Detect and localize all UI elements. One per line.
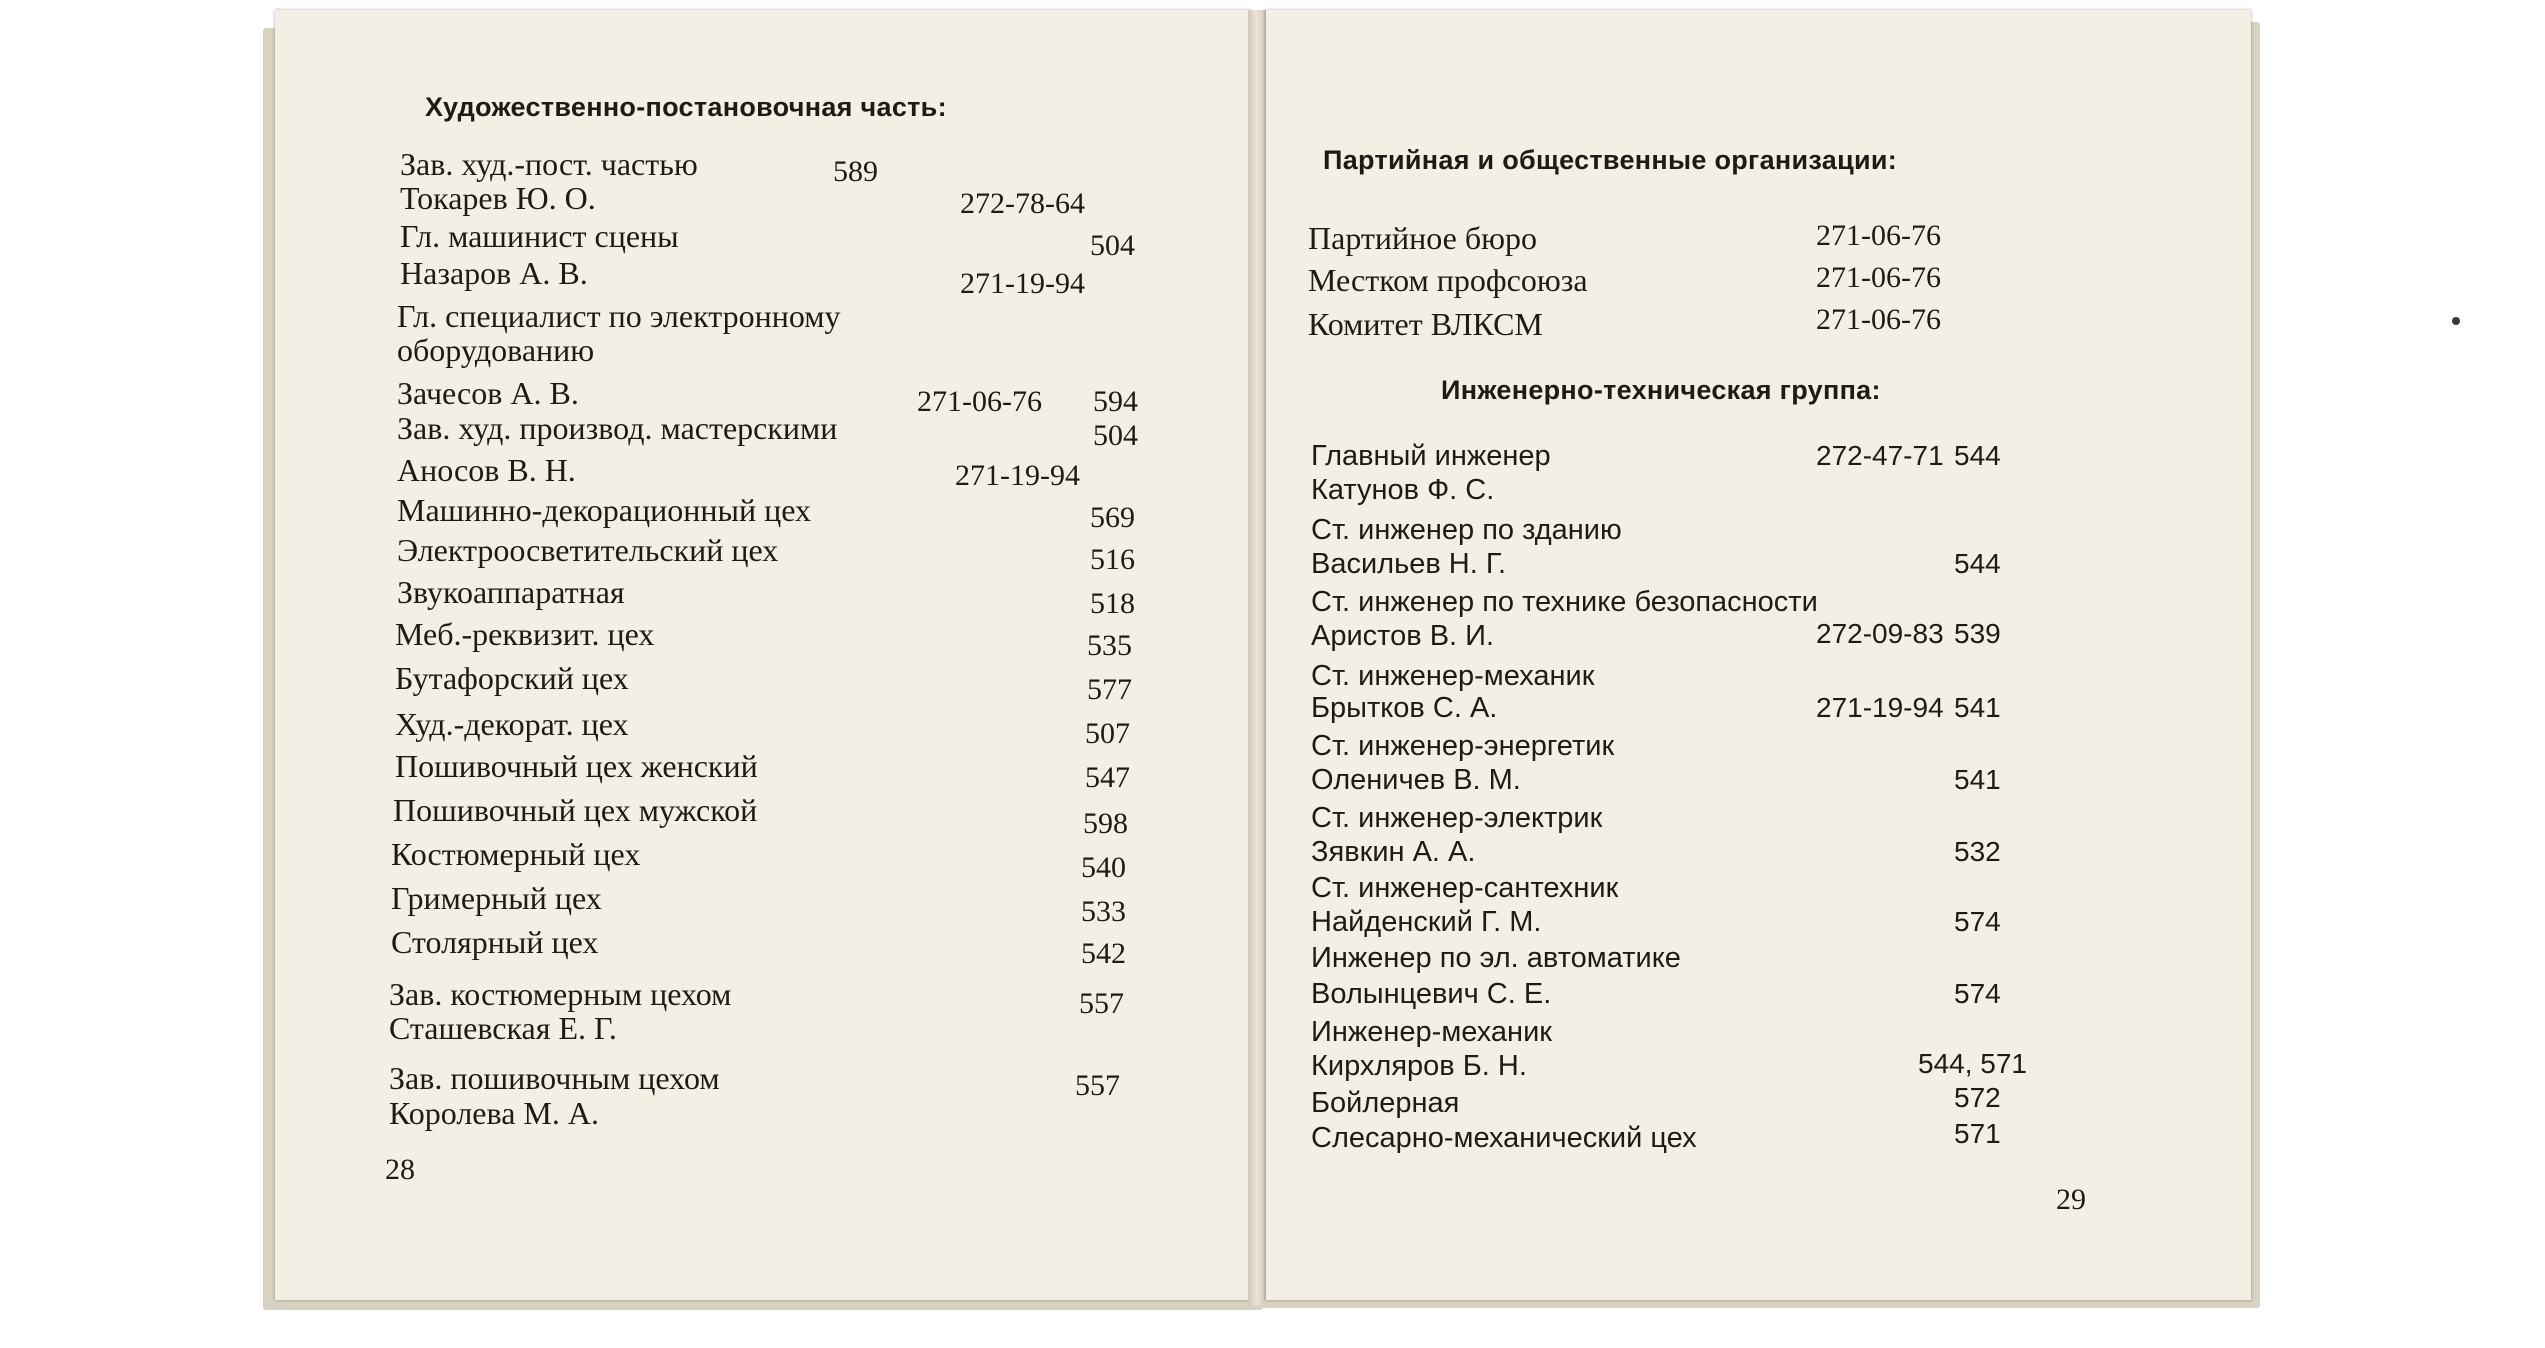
list-item-ext: 507 bbox=[1085, 717, 1130, 750]
list-item-ext: 541 bbox=[1954, 764, 2001, 795]
list-item-ext: 598 bbox=[1083, 807, 1128, 840]
list-item-label: Кирхляров Б. Н. bbox=[1311, 1050, 1527, 1082]
list-item-ext: 518 bbox=[1090, 587, 1135, 620]
list-item-ext: 532 bbox=[1954, 836, 2001, 867]
list-item-phone: 272-47-71 bbox=[1816, 440, 1944, 471]
list-item-ext: 504 bbox=[1093, 419, 1138, 452]
list-item-label: Столярный цех bbox=[391, 924, 599, 960]
list-item-label: Зав. костюмерным цехом bbox=[389, 976, 732, 1012]
list-item-label: оборудованию bbox=[397, 332, 595, 368]
list-item-ext: 557 bbox=[1079, 987, 1124, 1020]
list-item-label: Васильев Н. Г. bbox=[1311, 548, 1507, 580]
list-item-ext: 574 bbox=[1954, 978, 2001, 1009]
list-item-label: Ст. инженер по технике безопасности bbox=[1311, 586, 1818, 618]
list-item-label: Королева М. А. bbox=[389, 1095, 599, 1131]
list-item-phone: 271-19-94 bbox=[1816, 692, 1944, 723]
list-item-label: Зав. худ. производ. мастерскими bbox=[397, 410, 838, 446]
list-item-label: Гл. машинист сцены bbox=[400, 218, 679, 254]
list-item-ext: 577 bbox=[1087, 673, 1132, 706]
list-item-phone: 272-78-64 bbox=[960, 187, 1085, 220]
list-item-label: Зав. худ.-пост. частью bbox=[400, 146, 698, 182]
list-item-phone: 271-06-76 bbox=[1816, 303, 1941, 336]
list-item-ext: 557 bbox=[1075, 1069, 1120, 1102]
list-item-label: Зав. пошивочным цехом bbox=[389, 1060, 720, 1096]
list-item-ext: 571 bbox=[1954, 1118, 2001, 1149]
list-item-label: Оленичев В. М. bbox=[1311, 764, 1521, 796]
list-item-label: Местком профсоюза bbox=[1308, 262, 1588, 298]
list-item-label: Слесарно-механический цех bbox=[1311, 1122, 1697, 1154]
list-item-ext: 589 bbox=[833, 155, 878, 188]
list-item-label: Бойлерная bbox=[1311, 1087, 1460, 1119]
ink-speck bbox=[2452, 317, 2460, 325]
list-item-ext: 544 bbox=[1954, 440, 2001, 471]
list-item-phone: 271-06-76 bbox=[1816, 219, 1941, 252]
list-item-ext: 504 bbox=[1090, 229, 1135, 262]
list-item-label: Партийное бюро bbox=[1308, 220, 1538, 256]
list-item-label: Ст. инженер-сантехник bbox=[1311, 872, 1619, 904]
list-item-ext: 544 bbox=[1954, 548, 2001, 579]
list-item-ext: 541 bbox=[1954, 692, 2001, 723]
list-item-label: Бутафорский цех bbox=[395, 660, 629, 696]
list-item-label: Ст. инженер по зданию bbox=[1311, 514, 1622, 546]
list-item-ext: 539 bbox=[1954, 618, 2001, 649]
list-item-label: Токарев Ю. О. bbox=[400, 180, 596, 216]
list-item-label: Ст. инженер-механик bbox=[1311, 660, 1595, 692]
list-item-ext: 569 bbox=[1090, 501, 1135, 534]
list-item-label: Инженер-механик bbox=[1311, 1016, 1552, 1048]
list-item-ext: 533 bbox=[1081, 895, 1126, 928]
list-item-label: Главный инженер bbox=[1311, 440, 1551, 472]
list-item-ext: 572 bbox=[1954, 1082, 2001, 1113]
list-item-label: Гл. специалист по электронному bbox=[397, 298, 841, 334]
org-heading: Партийная и общественные организации: bbox=[1323, 145, 1898, 175]
right-page bbox=[1265, 10, 2251, 1300]
list-item-phone: 271-06-76 bbox=[1816, 261, 1941, 294]
list-item-ext: 547 bbox=[1085, 761, 1130, 794]
list-item-label: Волынцевич С. Е. bbox=[1311, 978, 1552, 1010]
list-item-label: Костюмерный цех bbox=[391, 836, 641, 872]
list-item-ext: 535 bbox=[1087, 629, 1132, 662]
list-item-label: Электроосветительский цех bbox=[397, 532, 779, 568]
list-item-label: Комитет ВЛКСМ bbox=[1308, 306, 1543, 342]
list-item-ext: 540 bbox=[1081, 851, 1126, 884]
list-item-ext: 594 bbox=[1093, 385, 1138, 418]
spine bbox=[1248, 10, 1266, 1305]
list-item-label: Зачесов А. В. bbox=[397, 375, 579, 411]
list-item-label: Машинно-декорационный цех bbox=[397, 492, 811, 528]
list-item-label: Гримерный цех bbox=[391, 880, 602, 916]
list-item-phone: 271-19-94 bbox=[960, 267, 1085, 300]
list-item-label: Ст. инженер-энергетик bbox=[1311, 730, 1615, 762]
list-item-phone: 272-09-83 bbox=[1816, 618, 1944, 649]
list-item-label: Зявкин А. А. bbox=[1311, 836, 1476, 868]
list-item-label: Звукоаппаратная bbox=[397, 574, 625, 610]
list-item-label: Ст. инженер-электрик bbox=[1311, 802, 1603, 834]
list-item-phone: 271-06-76 bbox=[917, 385, 1042, 418]
list-item-ext: 574 bbox=[1954, 906, 2001, 937]
list-item-label: Меб.-реквизит. цех bbox=[395, 616, 655, 652]
list-item-label: Инженер по эл. автоматике bbox=[1311, 942, 1681, 974]
list-item-label: Сташевская Е. Г. bbox=[389, 1010, 617, 1046]
left-page bbox=[275, 10, 1251, 1300]
list-item-label: Брытков С. А. bbox=[1311, 692, 1498, 724]
list-item-ext: 516 bbox=[1090, 543, 1135, 576]
list-item-label: Пошивочный цех мужской bbox=[393, 792, 758, 828]
list-item-label: Худ.-декорат. цех bbox=[395, 706, 629, 742]
list-item-label: Аносов В. Н. bbox=[397, 452, 576, 488]
list-item-label: Катунов Ф. С. bbox=[1311, 474, 1495, 506]
list-item-label: Пошивочный цех женский bbox=[395, 748, 758, 784]
list-item-phone: 271-19-94 bbox=[955, 459, 1080, 492]
open-booklet bbox=[245, 10, 2275, 1310]
page-number: 29 bbox=[2056, 1183, 2086, 1216]
list-item-ext: 544, 571 bbox=[1918, 1048, 2027, 1079]
list-item-label: Аристов В. И. bbox=[1311, 620, 1495, 652]
list-item-label: Найденский Г. М. bbox=[1311, 906, 1542, 938]
list-item-label: Назаров А. В. bbox=[400, 255, 588, 291]
page-number: 28 bbox=[385, 1153, 415, 1186]
left-page-heading: Художественно-постановочная часть: bbox=[425, 92, 947, 122]
list-item-ext: 542 bbox=[1081, 937, 1126, 970]
engineering-heading: Инженерно-техническая группа: bbox=[1441, 375, 1881, 405]
